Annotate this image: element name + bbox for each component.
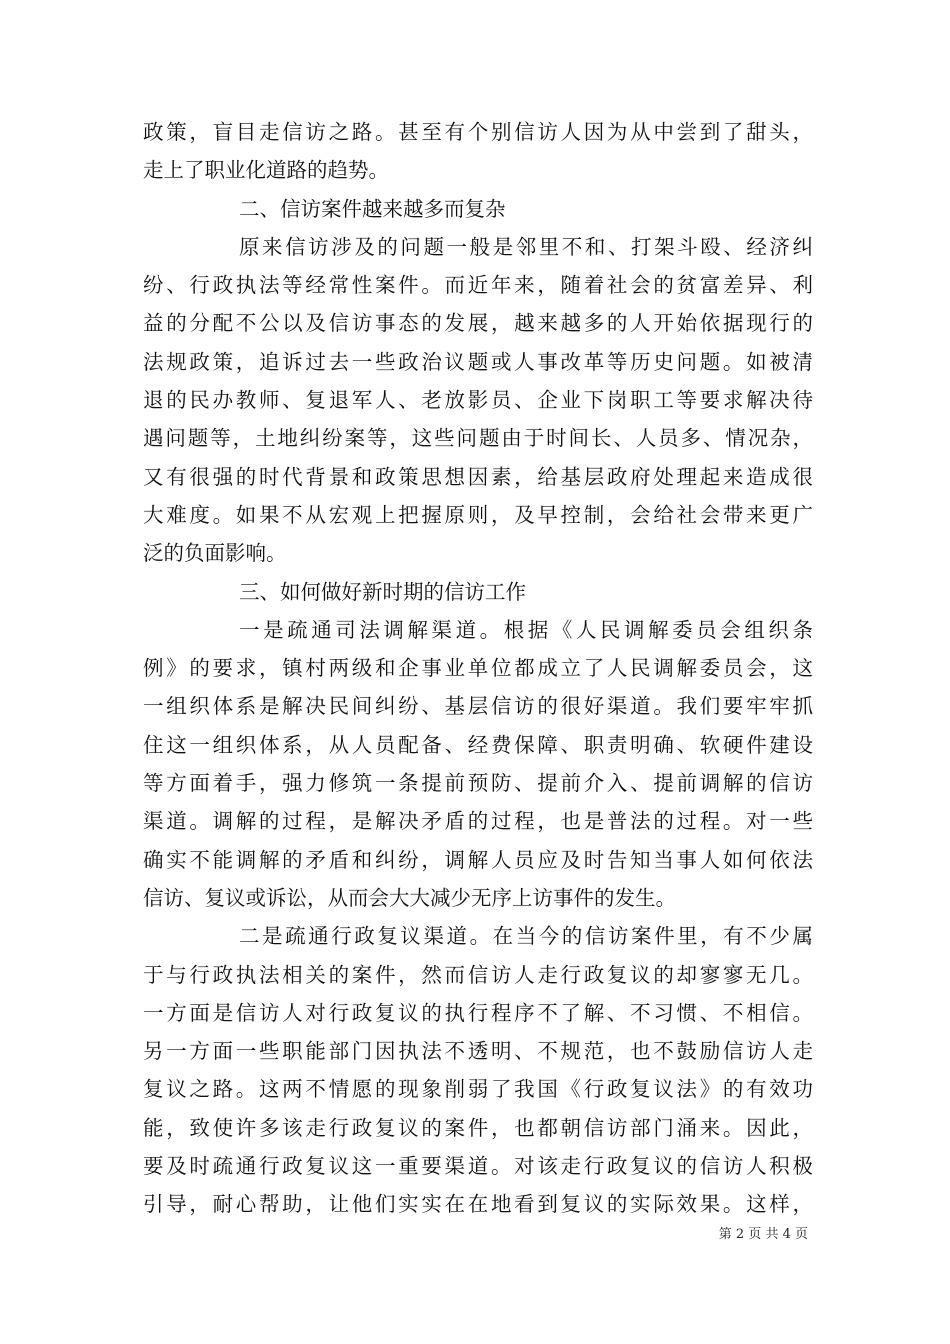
paragraph-line: 退的民办教师、复退军人、老放影员、企业下岗职工等要求解决待	[143, 388, 813, 413]
paragraph-line: 遇问题等，土地纠纷案等，这些问题由于时间长、人员多、情况杂，	[143, 426, 813, 451]
paragraph-line: 又有很强的时代背景和政策思想因素，给基层政府处理起来造成很	[143, 464, 813, 489]
paragraph-line: 大难度。如果不从宏观上把握原则，及早控制，会给社会带来更广	[143, 502, 813, 527]
paragraph-line: 泛的负面影响。	[143, 541, 287, 566]
section-heading: 二、信访案件越来越多而复杂	[239, 196, 506, 221]
paragraph-line: 益的分配不公以及信访事态的发展，越来越多的人开始依据现行的	[143, 311, 813, 336]
paragraph-line: 能，致使许多该走行政复议的案件，也都朝信访部门涌来。因此，	[143, 1115, 813, 1140]
paragraph-line: 原来信访涉及的问题一般是邻里不和、打架斗殴、经济纠	[239, 234, 813, 259]
paragraph-line: 渠道。调解的过程，是解决矛盾的过程，也是普法的过程。对一些	[143, 809, 813, 834]
paragraph-line: 二是疏通行政复议渠道。在当今的信访案件里，有不少属	[239, 924, 813, 949]
paragraph-line: 住这一组织体系，从人员配备、经费保障、职责明确、软硬件建设	[143, 732, 813, 757]
paragraph-line: 另一方面一些职能部门因执法不透明、不规范，也不鼓励信访人走	[143, 1039, 813, 1064]
paragraph-line: 例》的要求，镇村两级和企事业单位都成立了人民调解委员会，这	[143, 656, 813, 681]
paragraph-line: 纷、行政执法等经常性案件。而近年来，随着社会的贫富差异、利	[143, 273, 813, 298]
paragraph-line: 一是疏通司法调解渠道。根据《人民调解委员会组织条	[239, 617, 813, 642]
paragraph-line: 等方面着手，强力修筑一条提前预防、提前介入、提前调解的信访	[143, 771, 813, 796]
section-heading: 三、如何做好新时期的信访工作	[239, 579, 526, 604]
paragraph-line: 一方面是信访人对行政复议的执行程序不了解、不习惯、不相信。	[143, 1000, 813, 1025]
paragraph-line: 走上了职业化道路的趋势。	[143, 158, 389, 183]
paragraph-line: 信访、复议或诉讼，从而会大大减少无序上访事件的发生。	[143, 885, 676, 910]
paragraph-line: 复议之路。这两不情愿的现象削弱了我国《行政复议法》的有效功	[143, 1077, 813, 1102]
paragraph-line: 确实不能调解的矛盾和纠纷，调解人员应及时告知当事人如何依法	[143, 847, 813, 872]
page-number: 第 2 页 共 4 页	[718, 1227, 808, 1242]
paragraph-line: 引导，耐心帮助，让他们实实在在地看到复议的实际效果。这样，	[143, 1192, 813, 1217]
paragraph-line: 于与行政执法相关的案件，然而信访人走行政复议的却寥寥无几。	[143, 962, 813, 987]
paragraph-line: 政策，盲目走信访之路。甚至有个别信访人因为从中尝到了甜头，	[143, 120, 813, 144]
paragraph-line: 一组织体系是解决民间纠纷、基层信访的很好渠道。我们要牢牢抓	[143, 694, 813, 719]
paragraph-line: 要及时疏通行政复议这一重要渠道。对该走行政复议的信访人积极	[143, 1154, 813, 1179]
paragraph-line: 法规政策，追诉过去一些政治议题或人事改革等历史问题。如被清	[143, 349, 813, 374]
body-text	[143, 113, 813, 1224]
